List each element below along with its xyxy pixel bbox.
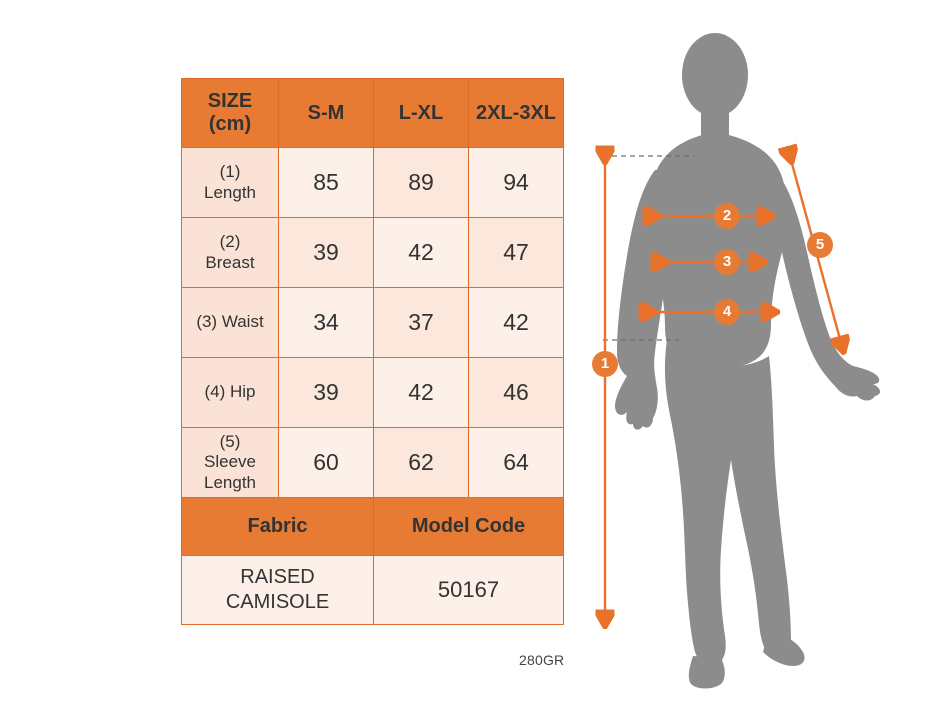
footer-header-fabric: Fabric	[182, 498, 374, 556]
size-table	[181, 78, 564, 625]
badge-hip: 4	[714, 299, 740, 325]
table-row	[182, 428, 564, 498]
badge-sleeve-length: 5	[807, 232, 833, 258]
badge-breast: 2	[714, 203, 740, 229]
figure-svg	[575, 20, 935, 700]
row-label-line2: Sleeve	[204, 452, 256, 472]
table-footer-value-row	[182, 556, 564, 625]
table-footer-header-row	[182, 498, 564, 556]
row-label-hip	[182, 358, 279, 428]
header-s-m: S-M	[279, 79, 374, 148]
cell-sleeve-l-xl: 62	[374, 428, 469, 498]
cell-hip-2xl-3xl: 46	[469, 358, 564, 428]
badge-waist: 3	[714, 249, 740, 275]
footer-value-model-code: 50167	[374, 556, 564, 625]
cell-waist-l-xl: 37	[374, 288, 469, 358]
cell-waist-2xl-3xl: 42	[469, 288, 564, 358]
row-label-length	[182, 148, 279, 218]
table-header-row	[182, 79, 564, 148]
row-label-line1: (2)	[219, 232, 241, 252]
cell-sleeve-2xl-3xl: 64	[469, 428, 564, 498]
footer-value-fabric	[182, 556, 374, 625]
female-body-silhouette	[615, 33, 880, 689]
row-label-line1: (3) Waist	[196, 312, 264, 332]
cell-length-s-m: 85	[279, 148, 374, 218]
row-label-line1: (4) Hip	[204, 382, 256, 402]
badge-length: 1	[592, 351, 618, 377]
row-label-sleeve-length	[182, 428, 279, 498]
row-label-waist	[182, 288, 279, 358]
table-row	[182, 148, 564, 218]
header-size	[182, 79, 279, 148]
header-size-line1: SIZE	[207, 90, 253, 112]
cell-length-2xl-3xl: 94	[469, 148, 564, 218]
footer-header-model-code: Model Code	[374, 498, 564, 556]
cell-hip-s-m: 39	[279, 358, 374, 428]
row-label-breast	[182, 218, 279, 288]
row-label-line2: Length	[204, 182, 256, 202]
table-row	[182, 288, 564, 358]
gram-weight-label: 280GR	[519, 652, 565, 668]
cell-waist-s-m: 34	[279, 288, 374, 358]
header-size-line2: (cm)	[208, 113, 252, 135]
header-2xl-3xl: 2XL-3XL	[469, 79, 564, 148]
row-label-line1: (1)	[219, 162, 241, 182]
cell-breast-2xl-3xl: 47	[469, 218, 564, 288]
fabric-line2: CAMISOLE	[225, 591, 330, 613]
header-l-xl: L-XL	[374, 79, 469, 148]
cell-hip-l-xl: 42	[374, 358, 469, 428]
model-figure	[575, 20, 935, 700]
row-label-line3: Length	[204, 472, 256, 492]
cell-breast-s-m: 39	[279, 218, 374, 288]
table-row	[182, 358, 564, 428]
cell-length-l-xl: 89	[374, 148, 469, 218]
cell-sleeve-s-m: 60	[279, 428, 374, 498]
cell-breast-l-xl: 42	[374, 218, 469, 288]
table-row	[182, 218, 564, 288]
row-label-line1: (5)	[219, 431, 241, 451]
fabric-line1: RAISED	[240, 566, 315, 588]
row-label-line2: Breast	[205, 252, 255, 272]
